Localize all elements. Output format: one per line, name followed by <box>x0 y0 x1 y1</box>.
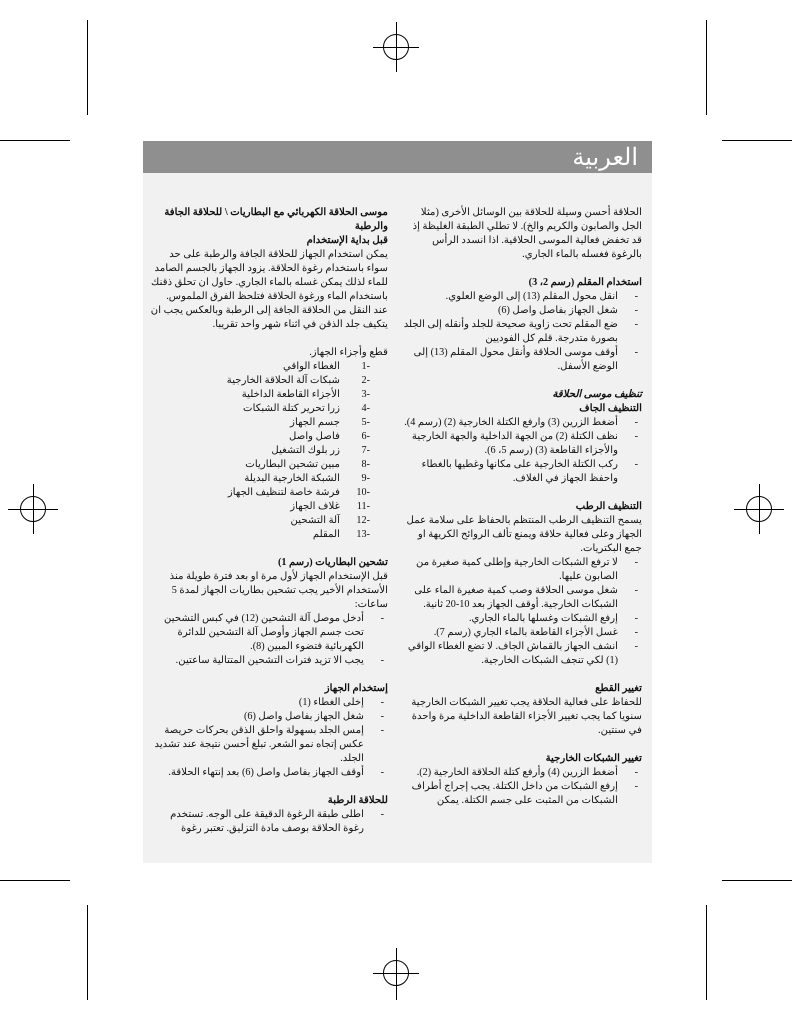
list-item <box>150 444 388 458</box>
charging-heading: تشحين البطاريات (رسم 1) <box>277 557 388 568</box>
registration-cross-left-v <box>33 484 34 534</box>
part-label: الأجزاء القاطعة الداخلية <box>241 389 340 400</box>
list-item <box>150 500 388 514</box>
list-item: - لا ترفع الشبكات الخارجية وإطلى كمية صغيرة من الصابون عليها. <box>400 556 642 584</box>
wet-shave-list <box>150 808 388 836</box>
part-label: زر بلوك التشغيل <box>271 445 340 456</box>
part-label: جسم الجهاز <box>290 417 340 428</box>
parts-list <box>150 360 388 542</box>
trimmer-heading: استخدام المقلم (رسم 2، 3) <box>528 277 642 288</box>
left-column <box>150 206 388 836</box>
part-number: 6- <box>361 431 370 442</box>
wet-shave-heading: للحلاقة الرطبة <box>327 795 388 806</box>
list-item: - انقل محول المقلم (13) إلى الوضع العلوي. <box>400 290 642 304</box>
foils-list <box>400 766 642 808</box>
crop-mark-top-right-horizontal <box>722 140 792 141</box>
list-item: - إرفع الشبكات من داخل الكتلة. يجب إجراج أطراف الشبكات من المثبت على جسم الكتلة. يمكن <box>400 780 642 808</box>
part-number: 4- <box>361 403 370 414</box>
part-label: غلاف الجهاز <box>290 501 340 512</box>
list-item: - يجب الا تزيد فترات التشحين المتتالية ساعتين. <box>150 654 388 668</box>
usage-heading: إستخدام الجهاز <box>324 683 388 694</box>
cutters-text: للحفاظ على فعالية الحلاقة يجب تغيير الشبكات الخارجية سنويا كما يجب تغيير الأجزاء القاطعة الداخلية مرة واحدة في سنتين. <box>411 697 642 736</box>
list-item: - غسل الأجزاء القاطعة بالماء الجاري (رسم 7). <box>400 626 642 640</box>
trimmer-list <box>400 290 642 374</box>
dry-cleaning-heading: التنظيف الجاف <box>579 403 642 414</box>
language-header-bar <box>143 141 652 173</box>
part-number: 5- <box>361 417 370 428</box>
list-item: - أدخل موصل آلة التشحين (12) في كبس التشحين تحت جسم الجهاز وأوصل آلة التشحين للدائرة الكهربائية فتضوء المبين (8). <box>150 612 388 654</box>
part-number: 9- <box>361 473 370 484</box>
list-item: - إمس الجلد بسهولة واحلق الذقن بحركات حريصة عكس إتجاه نمو الشعر. تبلغ أحسن نتيجة عند تشديد الجلد. <box>150 724 388 766</box>
part-number: 3- <box>361 389 370 400</box>
list-item: - شغل موسى الحلاقة وصب كمية صغيرة الماء على الشبكات الخارجية. أوقف الجهاز بعد 10-20 ثانية. <box>400 584 642 612</box>
list-item <box>150 528 388 542</box>
list-item <box>150 486 388 500</box>
list-item <box>150 430 388 444</box>
part-number: 2- <box>361 375 370 386</box>
list-item: - أوقف موسى الحلاقة وأنقل محول المقلم (13) إلى الوضع الأسفل. <box>400 346 642 374</box>
crop-mark-top-right-vertical <box>706 20 707 115</box>
list-item <box>150 514 388 528</box>
list-item <box>150 458 388 472</box>
list-item: - شغل الجهاز بفاصل واصل (6) <box>400 304 642 318</box>
list-item: - ركب الكتلة الخارجية على مكانها وغطيها بالغطاء واحفظ الجهاز في الغلاف. <box>400 458 642 486</box>
foils-heading: تغيير الشبكات الخارجية <box>545 753 642 764</box>
list-item <box>150 360 388 374</box>
part-label: شبكات آلة الحلاقة الخارجية <box>226 375 340 386</box>
charging-list <box>150 612 388 668</box>
intro-paragraph: الحلاقة أحسن وسيلة للحلاقة بين الوسائل الأخرى (مثلا الجل والصابون والكريم والخ). لا تطلي الطبقة الغليظة إذ قد تخفض فعالية الموسى الحلاقية. اذا انسدد الرأس بالرغوة فغسله بالماء الجاري. <box>412 207 642 260</box>
part-label: فرشة خاصة لتنظيف الجهاز <box>227 487 340 498</box>
crop-mark-top-left-horizontal <box>0 140 70 141</box>
crop-mark-bottom-left-vertical <box>87 905 88 1000</box>
language-title: العربية <box>572 143 638 171</box>
part-label: الشبكة الخارجية البديلة <box>244 473 340 484</box>
dry-cleaning-list <box>400 416 642 486</box>
list-item: - أوقف الجهاز بفاصل واصل (6) بعد إنتهاء الحلاقة. <box>150 766 388 780</box>
part-label: آلة التشحين <box>290 515 340 526</box>
list-item <box>150 416 388 430</box>
crop-mark-bottom-left-horizontal <box>0 880 70 881</box>
list-item: - نظف الكتلة (2) من الجهة الداخلية والجهة الخارجية والأجزاء القاطعة (3) (رسم 5، 6). <box>400 430 642 458</box>
crop-mark-bottom-right-vertical <box>706 905 707 1000</box>
list-item <box>150 472 388 486</box>
part-number: 11- <box>356 501 370 512</box>
part-label: الغطاء الواقي <box>282 361 340 372</box>
before-use-heading: قبل بداية الإستخدام <box>306 235 388 246</box>
part-label: فاصل واصل <box>288 431 340 442</box>
wet-cleaning-list <box>400 556 642 668</box>
part-number: 12- <box>356 515 370 526</box>
list-item: - انشف الجهاز بالقماش الجاف. لا تضع الغطاء الواقي (1) لكي تنجف الشبكات الخارجية. <box>400 640 642 668</box>
cutters-heading: تغيير القطع <box>595 683 642 694</box>
list-item: - اطلى طبقة الرغوة الدقيقة على الوجه. تستخدم رغوة الحلاقة بوصف مادة التزليق. تعتبر رغوة <box>150 808 388 836</box>
list-item: - أضغط الزرين (3) وارفع الكتلة الخارجية (2) (رسم 4). <box>400 416 642 430</box>
list-item <box>150 388 388 402</box>
part-number: 7- <box>361 445 370 456</box>
list-item: - إرفع الشبكات وغسلها بالماء الجاري. <box>400 612 642 626</box>
part-number: 1- <box>361 361 370 372</box>
list-item <box>150 374 388 388</box>
list-item <box>150 402 388 416</box>
part-number: 8- <box>361 459 370 470</box>
registration-cross-top-v <box>396 22 397 72</box>
wet-cleaning-intro: يسمح التنظيف الرطب المنتظم بالحفاظ على سلامة عمل الجهاز وعلى فعالية حلاقة ويمنع تألف الروائح الكريهة او جمع البكتريات. <box>406 515 642 554</box>
wet-cleaning-heading: التنظيف الرطب <box>575 501 642 512</box>
list-item: - شغل الجهاز بفاصل واصل (6) <box>150 710 388 724</box>
before-use-text: يمكن استخدام الجهاز للحلاقة الجافة والرطبة على حد سواء باستخدام رغوة الحلاقة. يزود الجهاز بالجسم الصامد للماء لذلك يمكن غسله بالماء الجاري. حاول ان تحلق ذقنك باستخدام الماء ورغوة الحلاقة فتلحظ الفرق الملموس. عند النقل من الحلاقة الجافة إلى الرطبة وبالعكس يجب ان يتكيف جلد الذقن في اثناء شهر واحد تقريبا. <box>150 249 388 330</box>
registration-cross-right-v <box>759 484 760 534</box>
part-number: 13- <box>356 529 370 540</box>
crop-mark-bottom-right-horizontal <box>722 880 792 881</box>
part-number: 10- <box>356 487 370 498</box>
list-item: - إخلى الغطاء (1) <box>150 696 388 710</box>
usage-list <box>150 696 388 780</box>
part-label: زرا تحرير كتلة الشبكات <box>243 403 340 414</box>
list-item: - أضغط الزرين (4) وأرفع كتلة الحلاقة الخارجية (2). <box>400 766 642 780</box>
parts-heading: قطع وأجزاء الجهاز. <box>309 347 388 358</box>
product-title: موسى الحلاقة الكهربائي مع البطاريات \ للحلاقة الجافة والرطبة <box>164 207 388 232</box>
part-label: المقلم <box>312 529 340 540</box>
cleaning-heading: تنظيف موسى الحلاقة <box>552 389 642 400</box>
crop-mark-top-left-vertical <box>87 20 88 115</box>
registration-cross-bottom-v <box>396 948 397 1000</box>
right-column <box>400 206 642 808</box>
charging-intro: قبل الإستخدام الجهاز لأول مرة او بعد فترة طويلة منذ الأستخدام الأخير يجب تشحين بطاريات الجهاز لمدة 5 ساعات: <box>169 571 388 610</box>
list-item: - ضع المقلم تحت زاوية صحيحة للجلد وأنقله إلى الجلد بصورة متدرجة. قلم كل الفوديين <box>400 318 642 346</box>
part-label: مبين تشحين البطاريات <box>245 459 340 470</box>
